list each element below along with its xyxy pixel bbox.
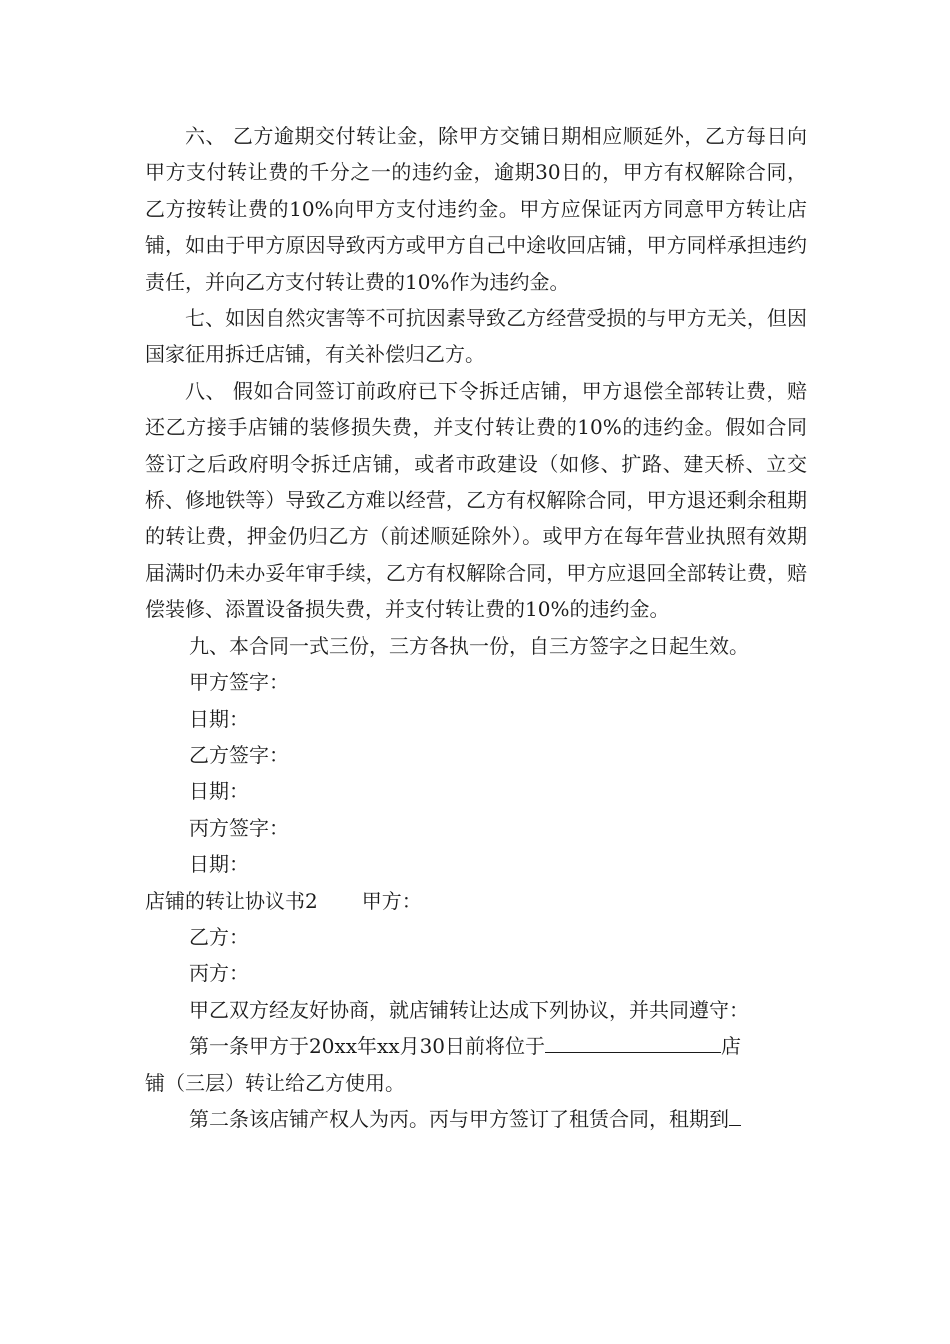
date-line-1: 日期： — [189, 706, 249, 731]
article-1-prefix: 第一条甲方于20xx年xx月30日前将位于 — [189, 1034, 546, 1059]
article-1-continuation: 铺（三层）转让给乙方使用。 — [145, 1070, 405, 1095]
signature-party-a: 甲方签字： — [189, 670, 289, 695]
article-2-text: 第二条该店铺产权人为丙。丙与甲方签订了租赁合同，租期到 — [189, 1106, 729, 1131]
party-c-label: 丙方： — [189, 961, 249, 986]
article-1-line — [145, 1028, 807, 1064]
clause-9: 九、本合同一式三份，三方各执一份，自三方签字之日起生效。 — [189, 633, 749, 658]
lease-term-blank — [729, 1101, 741, 1126]
agreement-intro: 甲乙双方经友好协商，就店铺转让达成下列协议，并共同遵守： — [189, 997, 749, 1022]
signature-party-c: 丙方签字： — [189, 815, 289, 840]
date-line-3: 日期： — [189, 852, 249, 877]
signature-party-b: 乙方签字： — [189, 742, 289, 767]
address-blank — [545, 1028, 721, 1053]
article-2-line — [145, 1101, 807, 1137]
clause-6: 六、 乙方逾期交付转让金，除甲方交铺日期相应顺延外，乙方每日向甲方支付转让费的千分之一的违约金，逾期30日的，甲方有权解除合同，乙方按转让费的10%向甲方支付违约金。甲方应保证丙方同意甲方转让店铺，如由于甲方原因导致丙方或甲方自己中途收回店铺，甲方同样承担违约责任，并向乙方支付转让费的10%作为违约金。 — [145, 124, 807, 294]
clause-8: 八、 假如合同签订前政府已下令拆迁店铺，甲方退偿全部转让费，赔还乙方接手店铺的装修损失费，并支付转让费的10%的违约金。假如合同签订之后政府明令拆迁店铺，或者市政建设（如修、扩路、建天桥、立交桥、修地铁等）导致乙方难以经营，乙方有权解除合同，甲方退还剩余租期的转让费，押金仍归乙方（前述顺延除外）。或甲方在每年营业执照有效期届满时仍未办妥年审手续，乙方有权解除合同，甲方应退回全部转让费，赔偿装修、添置设备损失费，并支付转让费的10%的违约金。 — [145, 378, 807, 622]
clause-7: 七、如因自然灾害等不可抗因素导致乙方经营受损的与甲方无关，但因国家征用拆迁店铺，有关补偿归乙方。 — [145, 306, 807, 367]
date-line-2: 日期： — [189, 779, 249, 804]
section-2-title: 店铺的转让协议书2 — [145, 888, 318, 913]
party-a-label: 甲方： — [361, 888, 422, 913]
article-1-suffix: 店 — [721, 1034, 742, 1059]
party-b-label: 乙方： — [189, 924, 249, 949]
section-2-heading-line — [145, 883, 807, 919]
document-page — [145, 118, 807, 1137]
